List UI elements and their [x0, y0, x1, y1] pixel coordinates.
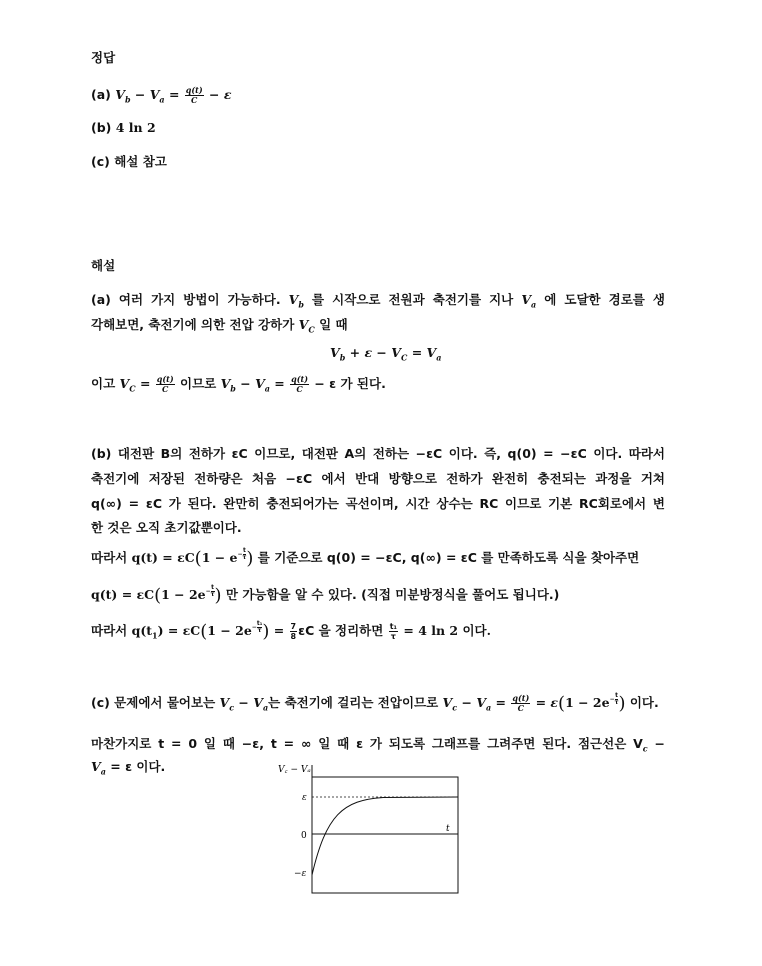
graph-tick-epsilon: ε [302, 793, 307, 803]
answer-b [91, 120, 156, 135]
graph-xlabel: t [446, 824, 450, 834]
solution-a-line1: (a) 여러 가지 방법이 가능하다. $V_b$ 를 시작으로 전원과 축전기를 지나 $V_a$ 에 도달한 경로를 생 [91, 292, 665, 310]
solution-title: 해설 [91, 258, 116, 273]
answer-c-text: 해설 참고 [114, 154, 167, 169]
graph-curve [312, 797, 458, 875]
answer-a [91, 86, 231, 105]
answer-a-label: (a) [91, 87, 111, 102]
graph-ylabel: V꜀ − Vₐ [278, 765, 311, 775]
solution-a-line2: 각해보면, 축전기에 의한 전압 강하가 $V_C$ 일 때 [91, 317, 348, 335]
answer-b-label: (b) [91, 120, 112, 135]
capacitor-voltage-graph [268, 760, 468, 900]
solution-c-line3: $V_a = \varepsilon$ 이다. [91, 759, 166, 777]
solution-b-line1: (b) 대전판 B의 전하가 εC 이므로, 대전판 A의 전하는 −εC 이다. 즉, q(0) = −εC 이다. 따라서 [91, 446, 665, 461]
graph-tick-zero: 0 [301, 831, 307, 841]
answer-title: 정답 [91, 50, 116, 65]
graph-frame [312, 777, 458, 893]
answer-a-expr: $V_b - V_a$ = $\frac{q(t)}{C}$ − ε [115, 85, 232, 105]
graph-tick-neg-epsilon: −ε [294, 869, 307, 879]
answer-c-label: (c) [91, 154, 110, 169]
solution-b-line2: 축전기에 저장된 전하량은 처음 −εC 에서 반대 방향으로 전하가 완전히 충전되는 과정을 거쳐 [91, 471, 665, 486]
solution-a-equation: $V_b + \varepsilon - V_C = V_a$ [330, 345, 442, 363]
solution-b-line4: 한 것은 오직 초기값뿐이다. [91, 520, 242, 535]
solution-c-line1: (c) 문제에서 물어보는 $V_c - V_a$는 축전기에 걸리는 전압이므로 $V_c - V_a$ = $\frac{q(t)}{C}$ = ε(1 − 2e− $\frac{t}{\tau}$) 이다. [91, 692, 659, 714]
answer-c [91, 152, 167, 170]
answer-b-value: 4 ln 2 [115, 120, 156, 135]
solution-b-line7: 따라서 $q(t_1) = \varepsilon C(1 - 2e-$ $\frac{\text{t₁}}{\tau}$) = $\frac{7}{8}$ εC 을 정리하면 $\frac{\text{t₁}}{\tau}$ = 4 ln 2 이다. [91, 620, 491, 642]
solution-b-line3: q(∞) = εC 가 된다. 완만히 충전되어가는 곡선이며, 시간 상수는 RC 이므로 기본 RC회로에서 변 [91, 496, 665, 511]
solution-b-line6: q(t) = εC(1 − 2e− $\frac{t}{\tau}$) 만 가능함을 알 수 있다. (직접 미분방정식을 풀어도 됩니다.) [91, 584, 560, 606]
solution-b-line5: 따라서 q(t) = εC(1 − e− $\frac{t}{\tau}$) 를 기준으로 q(0) = −εC, q(∞) = εC 를 만족하도록 식을 찾아주면 [91, 547, 640, 569]
solution-c-line2: 마찬가지로 t = 0 일 때 −ε, t = ∞ 일 때 ε 가 되도록 그래프를 그려주면 된다. 점근선은 $V_c$ − [91, 736, 665, 754]
solution-a-line4: 이고 $V_C$ = $\frac{q(t)}{C}$ 이므로 $V_b - V_a$ = $\frac{q(t)}{C}$ − ε 가 된다. [91, 374, 386, 394]
